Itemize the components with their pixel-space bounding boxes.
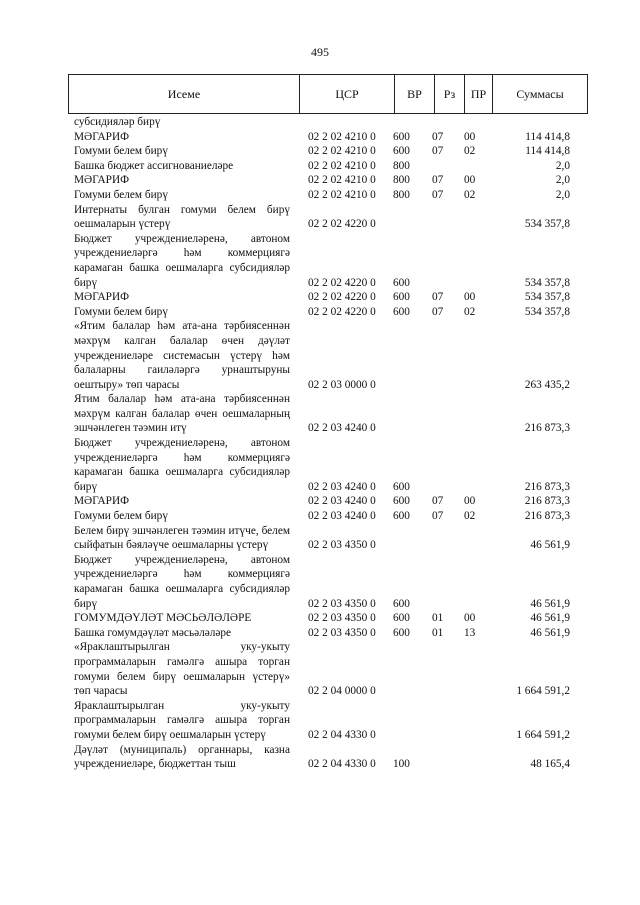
row-sum: 48 165,4: [530, 758, 570, 771]
row-csr: 02 2 03 0000 0: [308, 378, 376, 391]
row-pr: 00: [464, 495, 476, 508]
row-csr: 02 2 04 4330 0: [308, 758, 376, 771]
page-number: 495: [311, 45, 329, 59]
row-vr: 600: [393, 626, 410, 639]
table-row: [0, 699, 640, 743]
table-row: [0, 130, 640, 145]
row-name: Гомуми белем бирү: [74, 510, 168, 523]
row-name: Башка бюджет ассигнованиеләре: [74, 159, 234, 172]
row-csr: 02 2 02 4210 0: [308, 174, 376, 187]
row-csr: 02 2 04 0000 0: [308, 685, 376, 698]
row-name: Бюджет учреждениеләренә, автоном учреждениеләргә һәм коммерциягә карамаган башка оешмаларга субсидияләр бирү: [74, 232, 290, 289]
row-rz: 07: [432, 174, 444, 187]
row-rz: 01: [432, 626, 444, 639]
row-csr: 02 2 03 4350 0: [308, 612, 376, 625]
header-sum: Суммасы: [516, 86, 564, 101]
row-sum: 534 357,8: [524, 218, 570, 231]
table-row: [0, 494, 640, 509]
row-csr: 02 2 02 4210 0: [308, 145, 376, 158]
row-csr: 02 2 03 4350 0: [308, 597, 376, 610]
table-row: [0, 115, 640, 130]
row-name: Дәүләт (муниципаль) органнары, казна учреждениеләре, бюджеттан тыш: [74, 743, 290, 771]
row-sum: 216 873,3: [524, 422, 570, 435]
row-sum: 46 561,9: [530, 539, 570, 552]
row-name: Башка гомумдәүләт мәсьәләләре: [74, 626, 232, 639]
row-sum: 2,0: [555, 159, 570, 172]
row-csr: 02 2 03 4240 0: [308, 495, 376, 508]
table-row: [0, 188, 640, 203]
row-vr: 800: [393, 174, 410, 187]
row-name: Бюджет учреждениеләренә, автоном учреждениеләргә һәм коммерциягә карамаган башка оешмаларга субсидияләр бирү: [74, 553, 290, 610]
row-name: «Яраклаштырылган уку-укыту программаларын гамәлгә ашыра торган гомуми белем бирү оешмаларын үстерү» төп чарасы: [74, 641, 290, 698]
table-body: [0, 115, 640, 772]
row-csr: 02 2 03 4240 0: [308, 422, 376, 435]
row-csr: 02 2 04 4330 0: [308, 728, 376, 741]
row-pr: 13: [464, 626, 476, 639]
row-vr: 600: [393, 130, 410, 143]
row-name: Белем бирү эшчәнлеген тәэмин итүче, белем сыйфатын бәяләүче оешмаларны үстерү: [74, 524, 290, 552]
table-row: [0, 173, 640, 188]
row-sum: 2,0: [555, 188, 570, 201]
header-pr: ПР: [465, 75, 493, 113]
table-row: [0, 553, 640, 611]
row-csr: 02 2 02 4210 0: [308, 188, 376, 201]
row-pr: 00: [464, 130, 476, 143]
table-row: [0, 509, 640, 524]
table-row: [0, 144, 640, 159]
row-pr: 02: [464, 145, 476, 158]
row-sum: 534 357,8: [524, 276, 570, 289]
row-sum: 534 357,8: [524, 291, 570, 304]
row-sum: 46 561,9: [530, 626, 570, 639]
row-csr: 02 2 02 4220 0: [308, 218, 376, 231]
row-rz: 01: [432, 612, 444, 625]
row-csr: 02 2 02 4220 0: [308, 291, 376, 304]
table-row: [0, 232, 640, 290]
row-csr: 02 2 03 4240 0: [308, 510, 376, 523]
table-row: [0, 159, 640, 174]
table-row: [0, 436, 640, 494]
table-row: [0, 305, 640, 320]
table-row: [0, 626, 640, 641]
row-name: МӘГАРИФ: [74, 174, 130, 187]
row-pr: 00: [464, 174, 476, 187]
row-rz: 07: [432, 305, 444, 318]
row-csr: 02 2 03 4350 0: [308, 539, 376, 552]
row-sum: 1 664 591,2: [516, 685, 570, 698]
row-vr: 600: [393, 276, 410, 289]
row-name: Ятим балалар һәм ата-ана тәрбиясеннән мәхрүм калган балалар өчен оешмаларның эшчәнлеген тәэмин итү: [74, 393, 290, 435]
row-csr: 02 2 02 4220 0: [308, 305, 376, 318]
row-name: «Ятим балалар һәм ата-ана тәрбиясеннән мәхрүм калган балалар өчен дәүләт учреждениеләре системасын үстерү һәм балаларны гаиләләргә урнаштыруны оештыру» төп чарасы: [74, 320, 290, 391]
row-name: Яраклаштырылган уку-укыту программаларын гамәлгә ашыра торган гомуми белем бирү оешмаларын үстерү: [74, 699, 290, 741]
row-csr: 02 2 02 4210 0: [308, 159, 376, 172]
row-csr: 02 2 02 4210 0: [308, 130, 376, 143]
row-pr: 00: [464, 291, 476, 304]
row-name: Гомуми белем бирү: [74, 188, 168, 201]
row-csr: 02 2 03 4350 0: [308, 626, 376, 639]
row-vr: 800: [393, 159, 410, 172]
table-row: [0, 319, 640, 392]
table-header: [68, 74, 588, 114]
row-sum: 216 873,3: [524, 510, 570, 523]
row-pr: 02: [464, 510, 476, 523]
row-rz: 07: [432, 291, 444, 304]
row-vr: 600: [393, 612, 410, 625]
row-sum: 216 873,3: [524, 495, 570, 508]
row-name: Гомуми белем бирү: [74, 145, 168, 158]
row-vr: 600: [393, 597, 410, 610]
row-name: Бюджет учреждениеләренә, автоном учреждениеләргә һәм коммерциягә карамаган башка оешмаларга субсидияләр бирү: [74, 437, 290, 493]
row-pr: 02: [464, 188, 476, 201]
row-rz: 07: [432, 510, 444, 523]
row-rz: 07: [432, 130, 444, 143]
row-sum: 2,0: [555, 174, 570, 187]
row-sum: 1 664 591,2: [516, 728, 570, 741]
row-name: МӘГАРИФ: [74, 495, 130, 508]
table-row: [0, 611, 640, 626]
row-csr: 02 2 03 4240 0: [308, 480, 376, 493]
row-rz: 07: [432, 495, 444, 508]
row-pr: 02: [464, 305, 476, 318]
row-rz: 07: [432, 145, 444, 158]
row-name: МӘГАРИФ: [74, 291, 130, 304]
header-name: Исеме: [69, 75, 300, 113]
table-row: [0, 203, 640, 232]
row-name: субсидияләр бирү: [74, 116, 161, 128]
table-row: [0, 290, 640, 305]
row-vr: 100: [393, 758, 410, 771]
header-csr: ЦСР: [300, 75, 395, 113]
table-row: [0, 743, 640, 772]
row-sum: 216 873,3: [524, 480, 570, 493]
row-vr: 600: [393, 145, 410, 158]
row-pr: 00: [464, 612, 476, 625]
row-name: МӘГАРИФ: [74, 130, 130, 143]
row-vr: 600: [393, 495, 410, 508]
row-name: Гомуми белем бирү: [74, 305, 168, 318]
header-rz: Рз: [435, 75, 465, 113]
row-sum: 114 414,8: [525, 130, 570, 143]
row-vr: 600: [393, 480, 410, 493]
row-sum: 46 561,9: [530, 612, 570, 625]
row-csr: 02 2 02 4220 0: [308, 276, 376, 289]
table-row: [0, 392, 640, 436]
row-vr: 600: [393, 305, 410, 318]
row-sum: 263 435,2: [524, 378, 570, 391]
row-sum: 534 357,8: [524, 305, 570, 318]
row-name: ГОМУМДӘҮЛӘТ МӘСЬӘЛӘЛӘРЕ: [74, 612, 252, 625]
row-name: Интернаты булган гомуми белем бирү оешмаларын үстерү: [74, 203, 290, 231]
row-sum: 114 414,8: [525, 145, 570, 158]
table-row: [0, 524, 640, 553]
row-vr: 800: [393, 188, 410, 201]
row-rz: 07: [432, 188, 444, 201]
table-row: [0, 640, 640, 698]
row-vr: 600: [393, 291, 410, 304]
row-vr: 600: [393, 510, 410, 523]
row-sum: 46 561,9: [530, 597, 570, 610]
header-vr: ВР: [395, 75, 435, 113]
